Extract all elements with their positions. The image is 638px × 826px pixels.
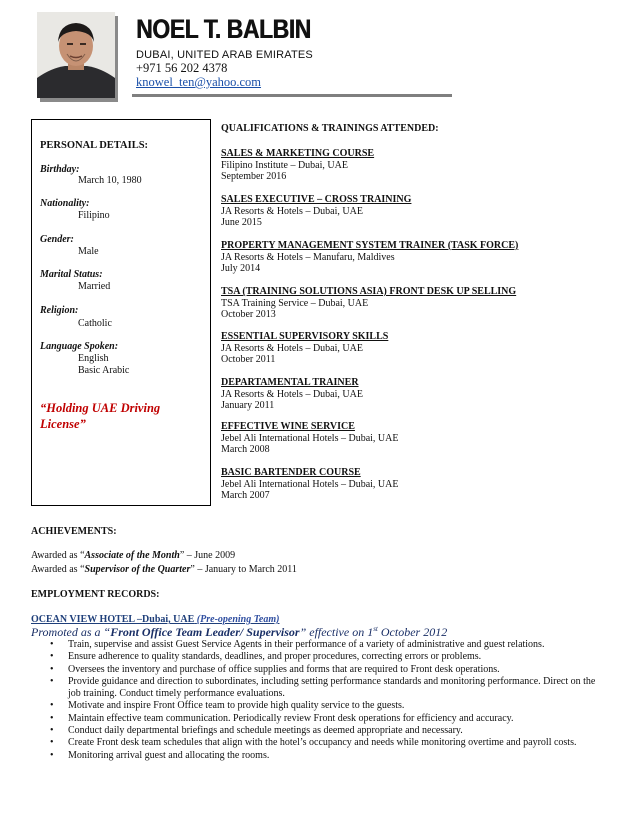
driving-license-note: “Holding UAE Driving License” [40, 401, 161, 431]
employment-title: EMPLOYMENT RECORDS: [31, 589, 160, 600]
achievement-award: Supervisor of the Quarter [84, 564, 191, 575]
personal-details-title: PERSONAL DETAILS: [40, 140, 149, 151]
qualifications-title: QUALIFICATIONS & TRAININGS ATTENDED: [221, 123, 439, 134]
duty-item: • Ensure adherence to quality standards, deadlines, and proper procedures, correcting errors or problems. [48, 651, 608, 663]
nationality-value: Filipino [78, 210, 110, 221]
duty-item: • Oversees the inventory and purchase of office supplies and forms that are required to Front desk operations. [48, 664, 608, 676]
qualification-item [221, 421, 398, 456]
nationality-label: Nationality: [40, 198, 90, 209]
gender-label: Gender: [40, 234, 74, 245]
qualification-item [221, 377, 363, 412]
qualification-name: SALES & MARKETING COURSE [221, 148, 375, 159]
qualification-date: March 2008 [221, 444, 270, 455]
achievement-prefix: Awarded as “ [31, 550, 85, 561]
qualification-org: JA Resorts & Hotels – Manufaru, Maldives [221, 251, 395, 263]
header-divider [132, 94, 452, 97]
achievement-date: ” – June 2009 [179, 550, 236, 561]
religion-value: Catholic [78, 318, 112, 329]
qualification-name: SALES EXECUTIVE – CROSS TRAINING [221, 194, 412, 205]
achievement-item [31, 564, 297, 575]
qualification-date: September 2016 [221, 171, 287, 182]
qualification-date: July 2014 [221, 263, 261, 274]
qualification-item [221, 331, 388, 366]
qualification-org: JA Resorts & Hotels – Dubai, UAE [221, 205, 363, 217]
language-label: Language Spoken: [40, 341, 119, 352]
birthday-value: March 10, 1980 [78, 175, 142, 186]
qualification-name: ESSENTIAL SUPERVISORY SKILLS [221, 331, 389, 342]
promotion-date: October 2012 [377, 625, 448, 639]
language-value: English [78, 353, 109, 364]
language-value: Basic Arabic [78, 365, 130, 376]
qualification-org: JA Resorts & Hotels – Dubai, UAE [221, 342, 363, 354]
qualification-org: Filipino Institute – Dubai, UAE [221, 159, 348, 171]
location: DUBAI, UNITED ARAB EMIRATES [136, 49, 313, 61]
phone-number: +971 56 202 4378 [136, 61, 228, 75]
qualification-org: TSA Training Service – Dubai, UAE [221, 297, 369, 309]
duty-item: • Conduct daily departmental briefings and schedule meetings as deemed appropriate and necessary. [48, 725, 608, 737]
achievement-award: Associate of the Month [84, 550, 180, 561]
qualification-item [221, 286, 516, 321]
promotion-suffix: st [373, 625, 378, 633]
qualification-item [221, 467, 398, 502]
qualification-date: January 2011 [221, 400, 275, 411]
promotion-effective: ” effective on 1 [299, 625, 374, 639]
qualification-item [221, 148, 374, 183]
employer-note: (Pre-opening Team) [196, 614, 280, 625]
religion-label: Religion: [40, 305, 79, 316]
duties-list [48, 639, 608, 762]
gender-value: Male [78, 246, 99, 257]
qualification-name: BASIC BARTENDER COURSE [221, 467, 361, 478]
qualification-date: June 2015 [221, 217, 262, 228]
achievement-item [31, 550, 235, 561]
qualification-date: October 2011 [221, 354, 276, 365]
marital-status-value: Married [78, 281, 111, 292]
qualification-name: TSA (TRAINING SOLUTIONS ASIA) FRONT DESK UP SELLING [221, 286, 517, 297]
qualification-date: March 2007 [221, 490, 270, 501]
promotion-line [31, 625, 447, 640]
qualification-name: EFFECTIVE WINE SERVICE [221, 421, 355, 432]
qualification-name: DEPARTAMENTAL TRAINER [221, 377, 359, 388]
duty-item: • Create Front desk team schedules that align with the hotel’s occupancy and needs while monitoring overtime and payroll costs. [48, 737, 608, 749]
qualification-org: Jebel Ali International Hotels – Dubai, UAE [221, 478, 399, 490]
qualification-org: JA Resorts & Hotels – Dubai, UAE [221, 388, 363, 400]
duty-item: • Train, supervise and assist Guest Service Agents in their performance of a variety of administrative and guest relations. [48, 639, 608, 651]
employer-hotel: OCEAN VIEW HOTEL –Dubai, UAE [31, 614, 195, 625]
duty-item: • Monitoring arrival guest and allocating the rooms. [48, 750, 608, 762]
candidate-name: NOEL T. BALBIN [136, 14, 311, 44]
qualification-item [221, 194, 411, 229]
duty-item: • Maintain effective team communication. Periodically review Front desk operations for efficiency and accuracy. [48, 713, 608, 725]
qualification-name: PROPERTY MANAGEMENT SYSTEM TRAINER (TASK FORCE) [221, 240, 519, 251]
qualification-org: Jebel Ali International Hotels – Dubai, UAE [221, 432, 399, 444]
profile-photo [37, 12, 115, 98]
promotion-role: Front Office Team Leader/ Supervisor [110, 625, 300, 639]
employer-name [31, 614, 279, 625]
achievements-title: ACHIEVEMENTS: [31, 526, 117, 537]
email-link[interactable]: knowel_ten@yahoo.com [136, 75, 262, 89]
duty-item: • Provide guidance and direction to subordinates, including setting performance standards and monitoring performance. Direct on the job training. Conduct timely performance evaluations. [48, 676, 608, 701]
achievement-date: ” – January to March 2011 [190, 564, 297, 575]
achievement-prefix: Awarded as “ [31, 564, 85, 575]
duty-item: • Motivate and inspire Front Office team to provide high quality service to the guests. [48, 700, 608, 712]
qualification-item [221, 240, 518, 275]
birthday-label: Birthday: [40, 164, 80, 175]
qualification-date: October 2013 [221, 309, 276, 320]
promotion-prefix: Promoted as a “ [31, 625, 111, 639]
marital-status-label: Marital Status: [40, 269, 103, 280]
